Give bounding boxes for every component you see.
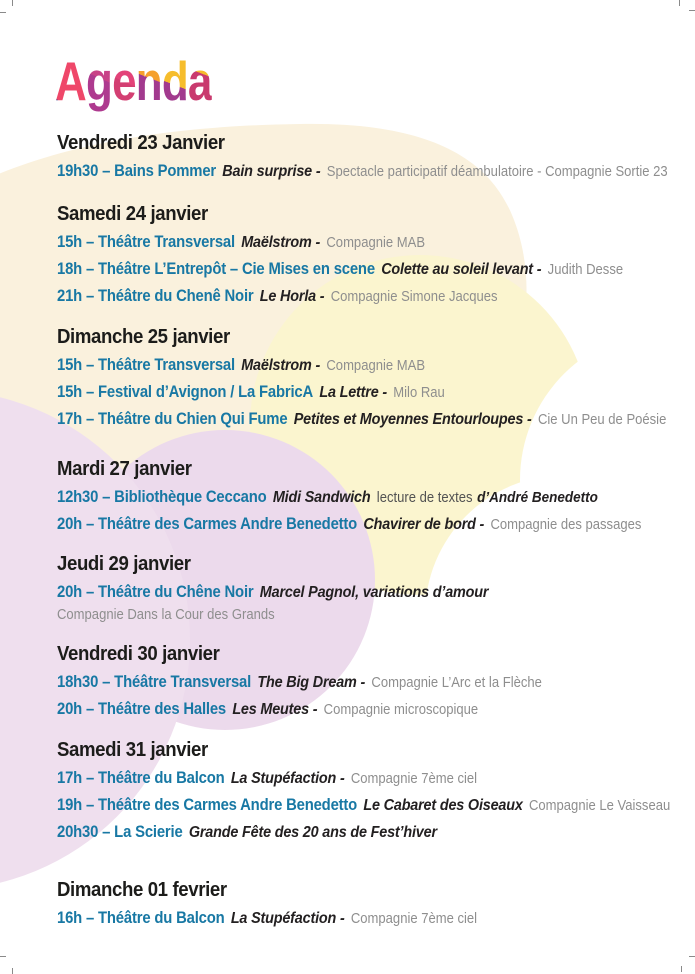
event-title: La Stupéfaction - bbox=[230, 770, 345, 787]
event-row bbox=[57, 352, 631, 379]
date-heading: Samedi 31 janvier bbox=[57, 739, 208, 761]
agenda-day-section bbox=[57, 458, 695, 538]
event-row bbox=[57, 256, 631, 283]
event-title: Colette au soleil levant - bbox=[381, 261, 542, 278]
event-description: Compagnie 7ème ciel bbox=[350, 771, 478, 787]
crop-mark bbox=[689, 956, 695, 957]
event-description: Compagnie microscopique bbox=[323, 702, 479, 718]
event-time-venue: 15h – Théâtre Transversal bbox=[57, 356, 235, 374]
event-title: La Lettre - bbox=[319, 384, 387, 401]
event-title: Grande Fête des 20 ans de Fest’hiver bbox=[188, 824, 437, 841]
event-row bbox=[57, 283, 631, 310]
event-time-venue: 21h – Théâtre du Chenê Noir bbox=[57, 287, 254, 305]
event-time-venue: 15h – Théâtre Transversal bbox=[57, 233, 235, 251]
event-title: La Stupéfaction - bbox=[230, 910, 345, 927]
event-time-venue: 19h – Théâtre des Carmes Andre Benedetto bbox=[57, 796, 358, 814]
event-time-venue: 20h30 – La Scierie bbox=[57, 823, 183, 841]
event-row bbox=[57, 696, 631, 723]
event-time-venue: 15h – Festival d’Avignon / La FabricA bbox=[57, 383, 314, 401]
date-heading: Mardi 27 janvier bbox=[57, 458, 192, 480]
date-heading: Jeudi 29 janvier bbox=[57, 553, 191, 575]
agenda-logo bbox=[55, 50, 212, 113]
event-row bbox=[57, 819, 631, 846]
event-time-venue: 17h – Théâtre du Chien Qui Fume bbox=[57, 410, 288, 428]
event-row bbox=[57, 579, 631, 606]
event-description: lecture de textes bbox=[376, 490, 473, 506]
event-time-venue: 18h30 – Théâtre Transversal bbox=[57, 673, 252, 691]
event-description: Cie Un Peu de Poésie bbox=[537, 412, 667, 428]
event-title: Maëlstrom - bbox=[241, 234, 321, 251]
agenda-day-section bbox=[57, 879, 695, 932]
crop-mark bbox=[0, 12, 6, 13]
agenda-day-section bbox=[57, 203, 695, 310]
event-title: Petites et Moyennes Entourloupes - bbox=[293, 411, 532, 428]
event-description: Compagnie L’Arc et la Flèche bbox=[371, 675, 542, 691]
event-title: Midi Sandwich bbox=[272, 489, 371, 506]
agenda-day-section bbox=[57, 643, 695, 723]
event-time-venue: 19h30 – Bains Pommer bbox=[57, 162, 217, 180]
event-title: Maëlstrom - bbox=[241, 357, 321, 374]
event-row bbox=[57, 379, 631, 406]
event-time-venue: 12h30 – Bibliothèque Ceccano bbox=[57, 488, 267, 506]
logo-letter: A bbox=[55, 50, 86, 112]
event-title: Chavirer de bord - bbox=[363, 516, 485, 533]
event-row bbox=[57, 484, 631, 511]
logo-letter: n bbox=[135, 50, 162, 112]
agenda-day-section bbox=[57, 739, 695, 846]
event-title: Le Horla - bbox=[259, 288, 325, 305]
event-row bbox=[57, 406, 667, 433]
crop-mark bbox=[0, 956, 6, 957]
event-time-venue: 18h – Théâtre L’Entrepôt – Cie Mises en scene bbox=[57, 260, 375, 278]
event-description: Compagnie MAB bbox=[326, 358, 426, 374]
event-title: Marcel Pagnol, variations d’amour bbox=[259, 584, 489, 601]
event-row bbox=[57, 669, 631, 696]
event-time-venue: 20h – Théâtre des Carmes Andre Benedetto bbox=[57, 515, 358, 533]
crop-mark bbox=[681, 966, 682, 972]
date-heading: Dimanche 01 fevrier bbox=[57, 879, 227, 901]
event-title: Le Cabaret des Oiseaux bbox=[363, 797, 523, 814]
event-time-venue: 17h – Théâtre du Balcon bbox=[57, 769, 225, 787]
event-time-venue: 20h – Théâtre du Chêne Noir bbox=[57, 583, 254, 601]
crop-mark bbox=[12, 0, 13, 6]
crop-mark bbox=[689, 10, 695, 11]
date-heading: Dimanche 25 janvier bbox=[57, 326, 230, 348]
event-row bbox=[57, 905, 631, 932]
event-description: Compagnie 7ème ciel bbox=[350, 911, 478, 927]
event-row bbox=[57, 792, 671, 819]
event-row bbox=[57, 511, 642, 538]
event-title: Bain surprise - bbox=[222, 163, 321, 180]
event-description: Compagnie Le Vaisseau bbox=[528, 798, 671, 814]
date-heading: Samedi 24 janvier bbox=[57, 203, 208, 225]
event-row bbox=[57, 765, 631, 792]
event-author-bold: d’André Benedetto bbox=[477, 489, 598, 506]
event-title: The Big Dream - bbox=[257, 674, 366, 691]
logo-letter: g bbox=[85, 50, 113, 112]
event-company-line: Compagnie Dans la Cour des Grands bbox=[57, 607, 275, 623]
date-heading: Vendredi 30 janvier bbox=[57, 643, 220, 665]
crop-mark bbox=[12, 968, 13, 974]
agenda-day-section bbox=[57, 326, 695, 433]
event-description: Judith Desse bbox=[547, 262, 624, 278]
event-title: Les Meutes - bbox=[232, 701, 318, 718]
date-heading: Vendredi 23 Janvier bbox=[57, 132, 225, 154]
agenda-day-section bbox=[57, 132, 695, 185]
event-row bbox=[57, 158, 668, 185]
logo-letter: d bbox=[161, 50, 188, 112]
logo-letter: e bbox=[112, 50, 136, 112]
event-row bbox=[57, 229, 631, 256]
event-time-venue: 20h – Théâtre des Halles bbox=[57, 700, 227, 718]
crop-mark bbox=[679, 0, 680, 6]
event-description: Compagnie MAB bbox=[326, 235, 426, 251]
logo-letter: a bbox=[187, 50, 212, 112]
event-description: Milo Rau bbox=[393, 385, 445, 401]
agenda-day-section bbox=[57, 553, 695, 625]
event-description: Compagnie des passages bbox=[490, 517, 642, 533]
event-time-venue: 16h – Théâtre du Balcon bbox=[57, 909, 225, 927]
event-description: Spectacle participatif déambulatoire - Compagnie Sortie 23 bbox=[326, 164, 668, 180]
event-description: Compagnie Simone Jacques bbox=[330, 289, 498, 305]
